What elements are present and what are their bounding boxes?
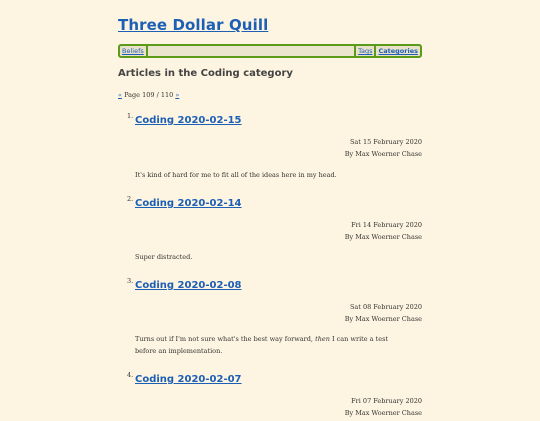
pager-prev-link[interactable]: « <box>118 91 122 99</box>
article-date: Fri 14 February 2020 <box>351 221 422 229</box>
article-number: 3. <box>127 277 134 285</box>
article-title-link[interactable]: Coding 2020-02-08 <box>135 280 242 291</box>
article-date: Sat 15 February 2020 <box>349 138 422 146</box>
article-number: 2. <box>127 195 134 203</box>
article-date: Sat 08 February 2020 <box>349 303 422 311</box>
article-title-link[interactable]: Coding 2020-02-14 <box>135 198 242 209</box>
pager-text: Page 109 / 110 <box>124 91 174 99</box>
page <box>118 16 422 419</box>
article-author: By Max Woerner Chase <box>344 150 422 158</box>
pager <box>118 91 422 99</box>
article-summary-emphasis: then <box>315 335 330 343</box>
category-heading: Articles in the Coding category <box>118 68 293 79</box>
article-title-link[interactable]: Coding 2020-02-15 <box>135 115 242 126</box>
article-summary-end: I can write a test <box>332 335 389 343</box>
article-summary <box>135 333 422 357</box>
article-author: By Max Woerner Chase <box>344 233 422 241</box>
article-summary-start: Turns out if I'm not sure what's the best way forward, <box>135 335 313 343</box>
nav-bar <box>118 44 422 58</box>
nav-beliefs-link[interactable]: Beliefs <box>122 47 144 55</box>
article-item <box>118 273 422 357</box>
pager-next-link[interactable]: » <box>175 91 180 99</box>
article-summary-line2: before an implementation. <box>135 347 223 355</box>
article-item <box>118 108 422 181</box>
nav-categories-link[interactable]: Categories <box>378 47 418 55</box>
article-author: By Max Woerner Chase <box>344 409 422 417</box>
article-summary: It's kind of hard for me to fit all of the ideas here in my head. <box>135 171 337 179</box>
article-list <box>118 108 422 419</box>
nav-tags-link[interactable]: Tags <box>358 47 373 55</box>
article-author: By Max Woerner Chase <box>344 315 422 323</box>
nav-spacer <box>148 46 354 56</box>
article-number: 1. <box>127 112 134 120</box>
article-date: Fri 07 February 2020 <box>351 397 422 405</box>
article-summary: Super distracted. <box>135 253 193 261</box>
article-title-link[interactable]: Coding 2020-02-07 <box>135 374 242 385</box>
article-number: 4. <box>127 371 134 379</box>
article-item <box>118 191 422 263</box>
site-title-link[interactable]: Three Dollar Quill <box>118 16 269 34</box>
article-item <box>118 367 422 419</box>
